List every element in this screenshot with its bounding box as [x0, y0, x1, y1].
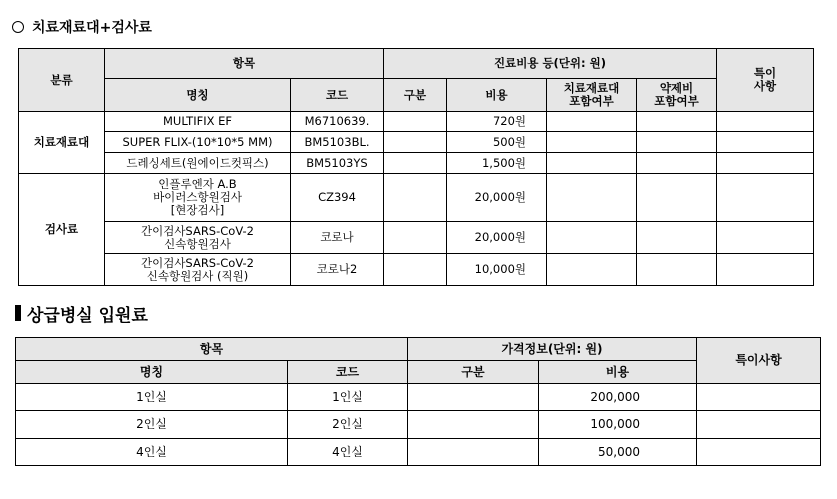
header-teuki: 특이사항: [697, 338, 821, 384]
header-hangmok: 항목: [16, 338, 408, 361]
header-hangmok: 항목: [105, 49, 384, 79]
header-drug-incl: 약제비 포함여부: [637, 79, 717, 112]
item-drug-incl: [637, 112, 717, 132]
header-chiryo-incl: 치료재료대 포함여부: [547, 79, 637, 112]
room-code: 2인실: [288, 411, 408, 439]
group-label: 검사료: [19, 174, 105, 286]
item-teuki: [717, 132, 814, 153]
item-cost: 720원: [447, 112, 547, 132]
table-row: [16, 439, 821, 466]
table-row: [19, 222, 814, 254]
item-cost: 1,500원: [447, 153, 547, 174]
room-cost: 50,000: [539, 439, 697, 466]
header-teuki: 특이 사항: [717, 49, 814, 112]
table-row: [16, 411, 821, 439]
item-cost: 500원: [447, 132, 547, 153]
room-fee-table: [15, 337, 821, 466]
item-chiryo-incl: [547, 132, 637, 153]
header-cost: 비용: [539, 361, 697, 384]
room-teuki: [697, 411, 821, 439]
room-gubun: [408, 411, 539, 439]
section-2-title: 상급병실 입원료: [27, 305, 148, 326]
item-name: 간이검사SARS-CoV-2 신속항원검사: [105, 222, 291, 254]
table-row: [19, 132, 814, 153]
item-cost: 20,000원: [447, 222, 547, 254]
group-label: 치료재료대: [19, 112, 105, 174]
item-code: BM5103BL.: [291, 132, 384, 153]
room-name: 2인실: [16, 411, 288, 439]
item-cost: 20,000원: [447, 174, 547, 222]
item-name: 간이검사SARS-CoV-2 신속항원검사 (직원): [105, 254, 291, 286]
header-bunryu: 분류: [19, 49, 105, 112]
header-code: 코드: [288, 361, 408, 384]
room-name: 4인실: [16, 439, 288, 466]
item-chiryo-incl: [547, 174, 637, 222]
header-cost: 비용: [447, 79, 547, 112]
item-drug-incl: [637, 153, 717, 174]
room-cost: 200,000: [539, 384, 697, 411]
section-1-title: 치료재료대+검사료: [32, 20, 152, 36]
item-teuki: [717, 174, 814, 222]
table-row: [19, 112, 814, 132]
item-code: 코로나: [291, 222, 384, 254]
square-bullet-icon: [15, 305, 21, 321]
table-row: [16, 384, 821, 411]
item-gubun: [384, 132, 447, 153]
table-row: [19, 153, 814, 174]
item-drug-incl: [637, 254, 717, 286]
room-teuki: [697, 439, 821, 466]
room-code: 4인실: [288, 439, 408, 466]
room-code: 1인실: [288, 384, 408, 411]
item-cost: 10,000원: [447, 254, 547, 286]
table-row: [19, 254, 814, 286]
header-price-info: 가격정보(단위: 원): [408, 338, 697, 361]
item-gubun: [384, 222, 447, 254]
header-name: 명칭: [105, 79, 291, 112]
header-costs: 진료비용 등(단위: 원): [384, 49, 717, 79]
item-gubun: [384, 112, 447, 132]
item-name: 드레싱세트(원에이드컷픽스): [105, 153, 291, 174]
item-gubun: [384, 153, 447, 174]
section-1-heading: [12, 17, 152, 37]
header-gubun: 구분: [384, 79, 447, 112]
item-drug-incl: [637, 222, 717, 254]
item-drug-incl: [637, 174, 717, 222]
item-code: CZ394: [291, 174, 384, 222]
item-teuki: [717, 222, 814, 254]
item-chiryo-incl: [547, 254, 637, 286]
header-gubun: 구분: [408, 361, 539, 384]
circle-bullet-icon: [12, 21, 24, 33]
item-code: 코로나2: [291, 254, 384, 286]
item-name: 인플루엔자 A.B 바이러스항원검사 [현장검사]: [105, 174, 291, 222]
room-name: 1인실: [16, 384, 288, 411]
item-teuki: [717, 112, 814, 132]
treatment-materials-table: [18, 48, 814, 286]
item-name: SUPER FLIX-(10*10*5 MM): [105, 132, 291, 153]
item-teuki: [717, 153, 814, 174]
room-gubun: [408, 384, 539, 411]
item-chiryo-incl: [547, 222, 637, 254]
item-gubun: [384, 174, 447, 222]
room-teuki: [697, 384, 821, 411]
item-chiryo-incl: [547, 112, 637, 132]
item-name: MULTIFIX EF: [105, 112, 291, 132]
header-name: 명칭: [16, 361, 288, 384]
item-code: M6710639.: [291, 112, 384, 132]
room-gubun: [408, 439, 539, 466]
table-row: [19, 174, 814, 222]
item-teuki: [717, 254, 814, 286]
room-cost: 100,000: [539, 411, 697, 439]
item-code: BM5103YS: [291, 153, 384, 174]
item-drug-incl: [637, 132, 717, 153]
section-2-heading: [15, 301, 148, 325]
header-code: 코드: [291, 79, 384, 112]
item-chiryo-incl: [547, 153, 637, 174]
item-gubun: [384, 254, 447, 286]
